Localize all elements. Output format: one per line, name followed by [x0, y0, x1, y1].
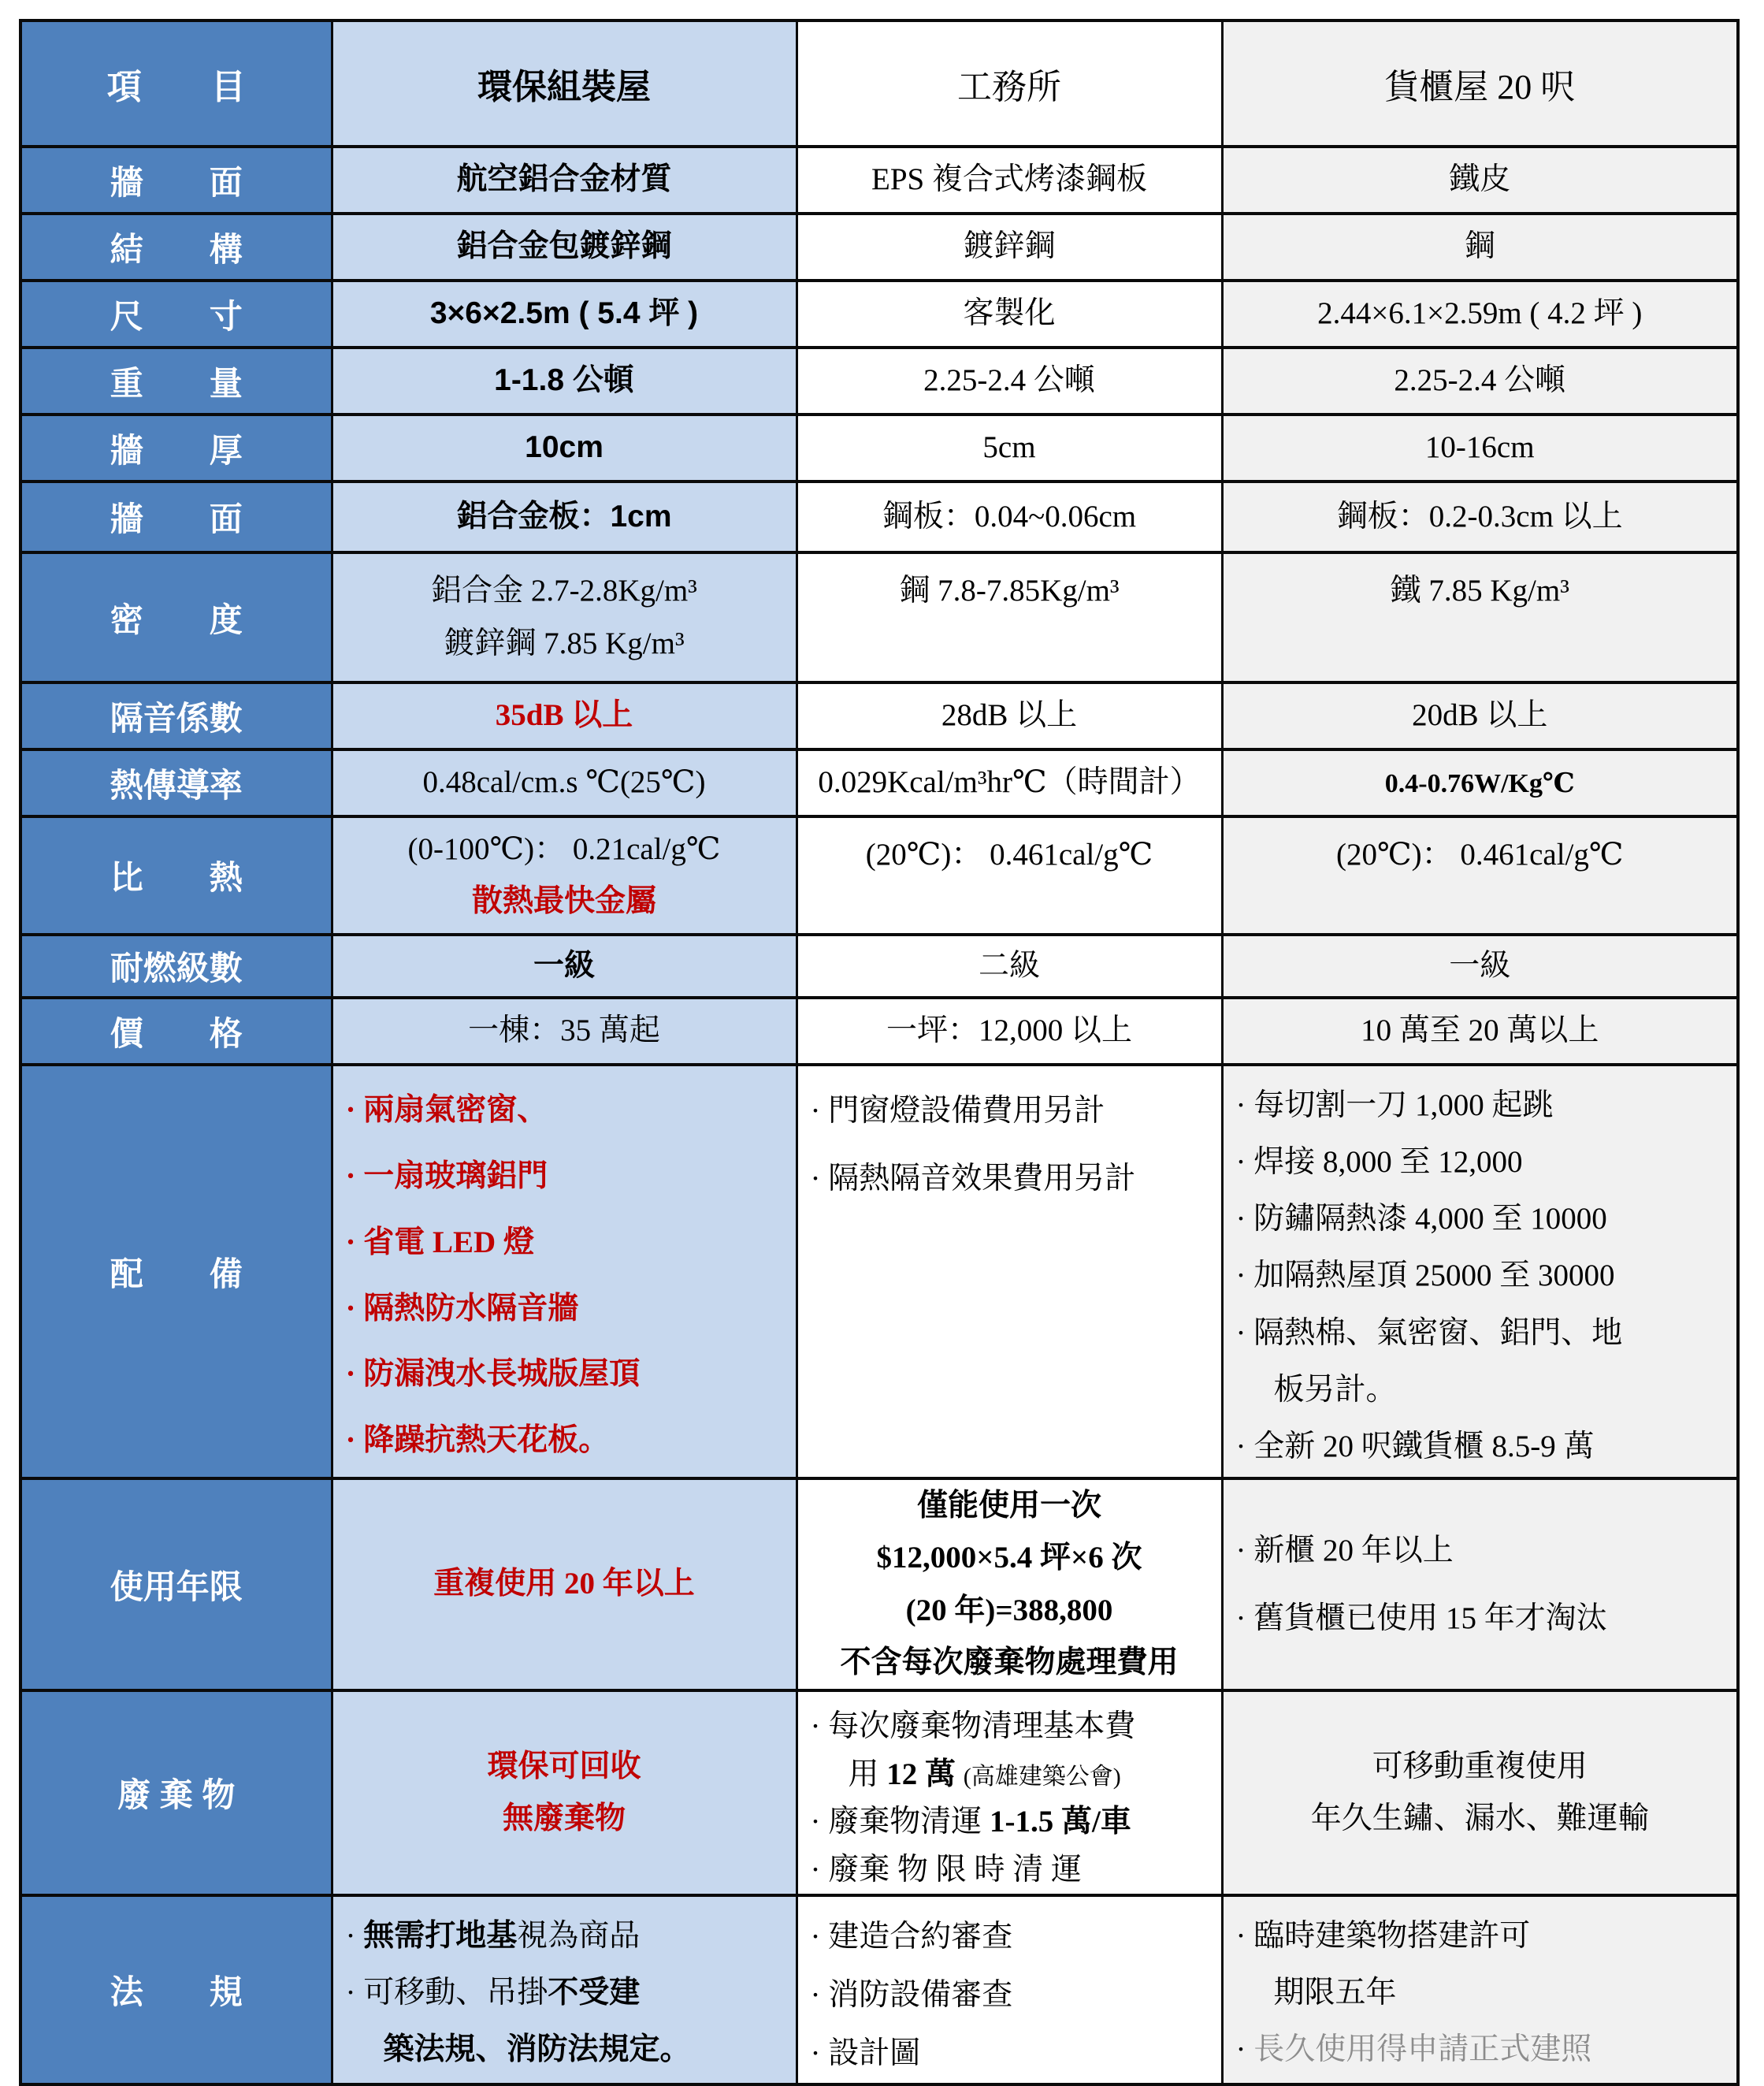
table-row-wall-thickness: [20, 415, 1738, 482]
cell-equipment-col4: [1222, 1065, 1738, 1478]
cell-structure-col4: [1222, 214, 1738, 281]
text-span: 28dB 以上: [941, 698, 1078, 733]
cell-equipment-col2: [332, 1065, 797, 1478]
list-item: [346, 1143, 783, 1210]
row-label-thermal-conductivity: 熱傳導率: [20, 749, 332, 816]
text-span: 2.44×6.1×2.59m ( 4.2 坪 ): [1317, 296, 1643, 331]
text-span: 不受建: [548, 1976, 641, 2010]
row-label-dimensions: 尺 寸: [20, 281, 332, 348]
list-item: [346, 1407, 783, 1474]
list-item: [811, 2025, 1209, 2083]
cell-weight-col2: [332, 348, 797, 415]
row-label-sound-insulation: 隔音係數: [20, 682, 332, 749]
text-span: 僅能使用一次: [916, 1489, 1101, 1523]
row-label-wall-surface-2: 牆 面: [20, 482, 332, 552]
cell-thermal-conductivity-col2: [332, 749, 797, 816]
text-line: [1236, 1005, 1725, 1057]
text-span: 一級: [533, 948, 595, 983]
cell-dimensions-col4: [1222, 281, 1738, 348]
text-line: [811, 221, 1209, 273]
cell-wall-surface-1-col3: [797, 147, 1222, 214]
cell-thermal-conductivity-col4: [1222, 749, 1738, 816]
text-span: · 舊貨櫃已使用 15 年才淘汰: [1235, 1601, 1607, 1635]
row-label-service-life: 使用年限: [20, 1478, 332, 1690]
cell-regulations-col3: [797, 1895, 1222, 2084]
table-row-weight: [20, 348, 1738, 415]
cell-structure-col2: [332, 214, 797, 281]
table-row-wall-surface-1: [20, 147, 1738, 214]
text-line: [1236, 690, 1725, 742]
list-item: [811, 1798, 1209, 1846]
header-eco-house: 環保組裝屋: [332, 20, 797, 147]
text-line: [1236, 757, 1725, 809]
cell-weight-col3: [797, 348, 1222, 415]
text-span: · 防鏽隔熱漆 4,000 至 10000: [1235, 1202, 1607, 1236]
text-span: · 防漏洩水長城版屋頂: [345, 1357, 641, 1392]
text-line: [346, 1793, 783, 1845]
text-span: · 每切割一刀 1,000 起跳: [1235, 1088, 1554, 1122]
text-span: · 隔熱隔音效果費用另計: [810, 1161, 1136, 1195]
cell-dimensions-col3: [797, 281, 1222, 348]
text-span: · 新櫃 20 年以上: [1235, 1533, 1454, 1567]
list-item: [811, 1077, 1209, 1145]
text-line: [346, 1558, 783, 1610]
text-line: [811, 1480, 1209, 1532]
text-line: [346, 1005, 783, 1057]
list-item: [811, 1751, 1209, 1798]
text-span: 期限五年: [1273, 1976, 1397, 2010]
cell-wall-surface-2-col4: [1222, 482, 1738, 552]
text-span: 一級: [1449, 948, 1511, 983]
text-span: · 焊接 8,000 至 12,000: [1235, 1145, 1523, 1180]
text-line: [1236, 221, 1725, 273]
cell-price-col3: [797, 998, 1222, 1065]
table-row-wall-surface-2: [20, 482, 1738, 552]
text-line: [346, 618, 783, 670]
text-line: [1236, 1741, 1725, 1793]
text-line: [1236, 565, 1725, 617]
text-line: [811, 565, 1209, 617]
cell-wall-thickness-col2: [332, 415, 797, 482]
table-row-thermal-conductivity: [20, 749, 1738, 816]
text-line: [811, 422, 1209, 474]
list-item: [346, 1077, 783, 1143]
cell-wall-thickness-col4: [1222, 415, 1738, 482]
cell-waste-col2: [332, 1690, 797, 1895]
text-line: [346, 221, 783, 273]
text-span: 10 萬至 20 萬以上: [1361, 1013, 1599, 1048]
text-line: [1236, 829, 1725, 881]
text-span: · 門窗燈設備費用另計: [810, 1094, 1105, 1128]
text-span: 一棟：35 萬起: [468, 1013, 660, 1048]
cell-wall-surface-1-col2: [332, 147, 797, 214]
row-label-fire-rating: 耐燃級數: [20, 935, 332, 998]
text-span: 用: [848, 1757, 887, 1791]
text-span: 5cm: [982, 430, 1036, 465]
text-span: 鋁合金 2.7-2.8Kg/m³: [431, 574, 697, 608]
text-span: 年久生鏽、漏水、難運輸: [1310, 1802, 1649, 1836]
text-span: 無廢棄物: [502, 1802, 626, 1836]
list-item: [1236, 2021, 1725, 2078]
text-span: · 隔熱棉、氣密窗、鋁門、地: [1235, 1315, 1623, 1350]
header-row: [20, 20, 1738, 147]
page: [19, 19, 1740, 2086]
text-span: 鐵 7.85 Kg/m³: [1390, 574, 1569, 608]
text-line: [811, 1005, 1209, 1057]
text-span: 2.25-2.4 公噸: [923, 363, 1095, 398]
list-item: [811, 1966, 1209, 2025]
text-line: [1236, 355, 1725, 407]
text-span: 1-1.5 萬/車: [990, 1805, 1131, 1839]
text-span: 鋼 7.8-7.85Kg/m³: [899, 574, 1120, 608]
table-row-dimensions: [20, 281, 1738, 348]
text-line: [346, 757, 783, 809]
list-item: [346, 2021, 783, 2078]
table-row-sound-insulation: [20, 682, 1738, 749]
cell-service-life-col2: [332, 1478, 797, 1690]
row-label-regulations: 法 規: [20, 1895, 332, 2084]
text-span: · 省電 LED 燈: [345, 1225, 534, 1259]
text-span: (20℃)： 0.461cal/g℃: [1335, 838, 1624, 872]
list-item: [811, 1846, 1209, 1894]
text-span: 0.4-0.76W/Kg℃: [1384, 769, 1575, 799]
text-span: $12,000×5.4 坪×6 次: [876, 1541, 1142, 1575]
text-span: 散熱最快金屬: [471, 884, 656, 918]
list-item: [346, 1210, 783, 1276]
cell-fire-rating-col3: [797, 935, 1222, 998]
text-span: · 可移動、吊掛: [345, 1976, 548, 2010]
header-item: 項 目: [20, 20, 332, 147]
text-line: [811, 491, 1209, 543]
text-span: 2.25-2.4 公噸: [1394, 363, 1566, 398]
text-line: [346, 422, 783, 474]
text-line: [346, 154, 783, 206]
text-span: 35dB 以上: [495, 698, 633, 733]
text-span: (0-100℃)： 0.21cal/g℃: [407, 831, 721, 866]
list-item: [1236, 1134, 1725, 1191]
text-span: · 降躁抗熱天花板。: [345, 1423, 610, 1458]
text-span: 鋼板：0.04~0.06cm: [882, 499, 1137, 534]
text-span: · 每次廢棄物清理基本費: [810, 1709, 1136, 1744]
text-span: 0.029Kcal/m³hr℃（時間計）: [818, 765, 1201, 800]
text-span: 鋁合金包鍍鋅鋼: [456, 229, 672, 264]
list-item: [1236, 1419, 1725, 1475]
text-span: (20 年)=388,800: [905, 1593, 1113, 1627]
text-span: · 廢棄物清運: [810, 1805, 990, 1839]
cell-price-col4: [1222, 998, 1738, 1065]
row-label-specific-heat: 比 熱: [20, 816, 332, 935]
cell-thermal-conductivity-col3: [797, 749, 1222, 816]
text-span: 1-1.8 公頓: [494, 363, 634, 398]
text-span: 20dB 以上: [1412, 698, 1548, 733]
text-line: [1236, 491, 1725, 543]
cell-wall-surface-2-col2: [332, 482, 797, 552]
cell-density-col3: [797, 552, 1222, 682]
list-item: [1236, 1362, 1725, 1419]
text-line: [811, 940, 1209, 992]
cell-wall-surface-2-col3: [797, 482, 1222, 552]
text-span: 鍍鋅鋼: [963, 229, 1056, 264]
text-line: [346, 824, 783, 876]
row-label-wall-surface-1: 牆 面: [20, 147, 332, 214]
text-span: [956, 1757, 964, 1791]
text-span: 3×6×2.5m ( 5.4 坪 ): [429, 296, 699, 331]
text-span: 鋼板：0.2-0.3cm 以上: [1336, 499, 1623, 534]
text-span: 無需打地基: [363, 1918, 518, 1953]
cell-regulations-col2: [332, 1895, 797, 2084]
table-row-density: [20, 552, 1738, 682]
text-span: · 廢棄 物 限 時 清 運: [810, 1852, 1082, 1887]
cell-regulations-col4: [1222, 1895, 1738, 2084]
text-span: 鋁合金板：1cm: [456, 499, 672, 534]
text-span: 可移動重複使用: [1372, 1749, 1588, 1783]
text-span: 二級: [978, 948, 1040, 983]
list-item: [1236, 1965, 1725, 2021]
cell-density-col2: [332, 552, 797, 682]
list-item: [1236, 1517, 1725, 1585]
text-span: 10cm: [525, 430, 603, 465]
list-item: [346, 1341, 783, 1407]
cell-wall-surface-1-col4: [1222, 147, 1738, 214]
text-span: 航空鋁合金材質: [456, 162, 672, 197]
text-line: [811, 154, 1209, 206]
cell-specific-heat-col4: [1222, 816, 1738, 935]
text-line: [346, 690, 783, 742]
text-span: · 消防設備審查: [810, 1978, 1013, 2013]
text-line: [346, 565, 783, 617]
text-line: [1236, 1793, 1725, 1845]
text-span: 一坪：12,000 以上: [886, 1013, 1132, 1048]
row-label-price: 價 格: [20, 998, 332, 1065]
cell-specific-heat-col2: [332, 816, 797, 935]
text-span: 0.48cal/cm.s ℃(25℃): [422, 765, 706, 800]
list-item: [811, 1145, 1209, 1213]
cell-price-col2: [332, 998, 797, 1065]
text-line: [346, 491, 783, 543]
list-item: [1236, 1248, 1725, 1304]
text-line: [1236, 288, 1725, 340]
text-span: 客製化: [963, 296, 1056, 331]
text-span: (高雄建築公會): [963, 1763, 1121, 1790]
cell-service-life-col4: [1222, 1478, 1738, 1690]
cell-structure-col3: [797, 214, 1222, 281]
table-row-structure: [20, 214, 1738, 281]
cell-dimensions-col2: [332, 281, 797, 348]
text-line: [811, 355, 1209, 407]
row-label-density: 密 度: [20, 552, 332, 682]
header-container-house: 貨櫃屋 20 呎: [1222, 20, 1738, 147]
text-span: (20℃)： 0.461cal/g℃: [865, 838, 1153, 872]
text-span: · 加隔熱屋頂 25000 至 30000: [1235, 1259, 1615, 1293]
text-line: [1236, 154, 1725, 206]
text-line: [811, 1585, 1209, 1637]
cell-weight-col4: [1222, 348, 1738, 415]
table-row-regulations: [20, 1895, 1738, 2084]
text-line: [346, 940, 783, 992]
row-label-structure: 結 構: [20, 214, 332, 281]
list-item: [346, 1965, 783, 2021]
text-span: 築法規、消防法規定。: [383, 2032, 691, 2067]
row-label-wall-thickness: 牆 厚: [20, 415, 332, 482]
row-label-weight: 重 量: [20, 348, 332, 415]
text-line: [1236, 422, 1725, 474]
comparison-table: [19, 19, 1740, 2086]
cell-sound-insulation-col2: [332, 682, 797, 749]
text-line: [811, 1637, 1209, 1689]
text-span: · 臨時建築物搭建許可: [1235, 1918, 1531, 1953]
list-item: [1236, 1191, 1725, 1248]
text-span: 鍍鋅鋼 7.85 Kg/m³: [444, 626, 685, 660]
cell-waste-col4: [1222, 1690, 1738, 1895]
list-item: [1236, 1908, 1725, 1965]
text-span: · 建造合約審查: [810, 1919, 1013, 1954]
text-span: 視為商品: [517, 1918, 641, 1953]
cell-equipment-col3: [797, 1065, 1222, 1478]
list-item: [346, 1908, 783, 1965]
text-span: 不含每次廢棄物處理費用: [840, 1645, 1179, 1679]
text-line: [811, 757, 1209, 809]
text-span: 10-16cm: [1424, 430, 1535, 465]
cell-service-life-col3: [797, 1478, 1222, 1690]
text-span: ·: [345, 1918, 364, 1953]
row-label-equipment: 配 備: [20, 1065, 332, 1478]
text-span: 12 萬: [886, 1757, 956, 1791]
table-row-waste: [20, 1690, 1738, 1895]
text-span: 長久使用得申請正式建照: [1253, 2032, 1592, 2067]
text-line: [346, 1741, 783, 1793]
text-line: [346, 876, 783, 928]
text-span: 板另計。: [1273, 1372, 1397, 1407]
list-item: [1236, 1077, 1725, 1134]
text-span: · 兩扇氣密窗、: [345, 1093, 548, 1127]
list-item: [811, 1908, 1209, 1966]
cell-fire-rating-col4: [1222, 935, 1738, 998]
text-line: [811, 1532, 1209, 1584]
cell-fire-rating-col2: [332, 935, 797, 998]
text-span: · 一扇玻璃鋁門: [345, 1158, 548, 1193]
table-row-service-life: [20, 1478, 1738, 1690]
header-site-office: 工務所: [797, 20, 1222, 147]
list-item: [1236, 1305, 1725, 1362]
table-row-specific-heat: [20, 816, 1738, 935]
list-item: [811, 1703, 1209, 1750]
text-span: 環保可回收: [487, 1749, 641, 1783]
cell-sound-insulation-col3: [797, 682, 1222, 749]
list-item: [1236, 1585, 1725, 1653]
row-label-waste: 廢 棄 物: [20, 1690, 332, 1895]
cell-wall-thickness-col3: [797, 415, 1222, 482]
text-span: · 設計圖: [810, 2036, 921, 2071]
text-span: · 隔熱防水隔音牆: [345, 1291, 579, 1326]
text-line: [811, 288, 1209, 340]
table-row-fire-rating: [20, 935, 1738, 998]
text-line: [346, 355, 783, 407]
text-span: · 全新 20 呎鐵貨櫃 8.5-9 萬: [1235, 1429, 1595, 1463]
text-line: [346, 288, 783, 340]
cell-sound-insulation-col4: [1222, 682, 1738, 749]
table-row-price: [20, 998, 1738, 1065]
text-span: EPS 複合式烤漆鋼板: [871, 162, 1147, 197]
text-line: [811, 690, 1209, 742]
text-span: 鐵皮: [1449, 162, 1511, 197]
cell-waste-col3: [797, 1690, 1222, 1895]
cell-specific-heat-col3: [797, 816, 1222, 935]
text-span: ·: [1235, 2032, 1254, 2067]
cell-density-col4: [1222, 552, 1738, 682]
table-row-equipment: [20, 1065, 1738, 1478]
text-span: 鋼: [1464, 229, 1495, 264]
list-item: [346, 1276, 783, 1342]
text-line: [1236, 940, 1725, 992]
text-span: 重複使用 20 年以上: [433, 1567, 695, 1601]
text-line: [811, 829, 1209, 881]
